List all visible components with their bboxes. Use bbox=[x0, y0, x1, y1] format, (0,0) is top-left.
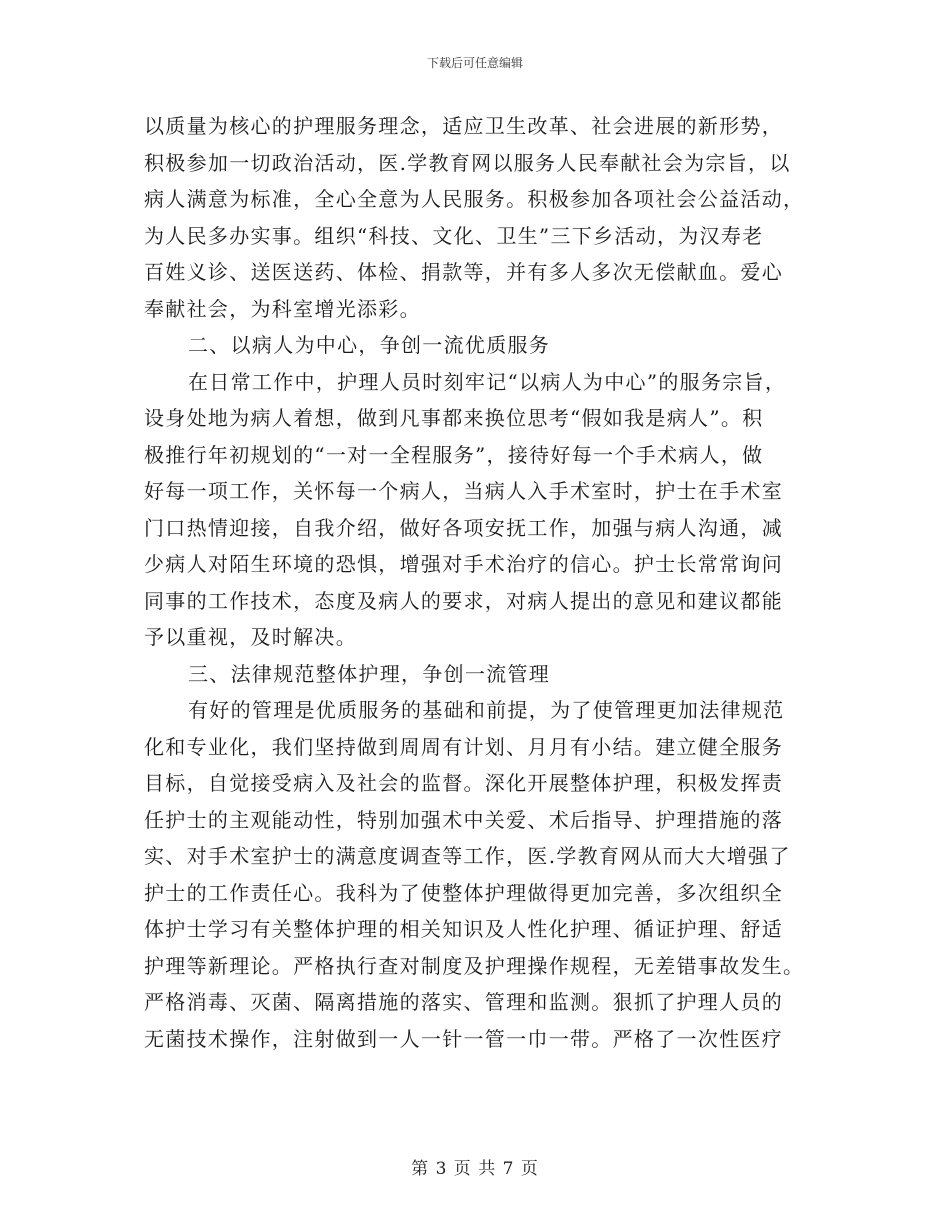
text-line: 三、法律规范整体护理，争创一流管理 bbox=[188, 661, 551, 686]
text-line: 任护士的主观能动性，特别加强术中关爱、术后指导、护理措施的落 bbox=[144, 807, 783, 832]
text-line: 奉献社会，为科室增光添彩。 bbox=[144, 296, 421, 321]
text-line: 病人满意为标准，全心全意为人民服务。积极参加各项社会公益活动， bbox=[144, 187, 805, 211]
text-line: 好每一项工作，关怀每一个病人，当病人入手术室时，护士在手术室 bbox=[144, 479, 783, 503]
text-line: 化和专业化，我们坚持做到周周有计划、月月有小结。建立健全服务 bbox=[144, 734, 783, 759]
text-line: 予以重视，及时解决。 bbox=[144, 625, 357, 649]
page-header-note: 下载后可任意编辑 bbox=[426, 56, 523, 70]
document-body bbox=[144, 108, 804, 1057]
text-line: 在日常工作中，护理人员时刻牢记“以病人为中心”的服务宗旨， bbox=[188, 369, 787, 394]
text-line: 严格消毒、灭菌、隔离措施的落实、管理和监测。狠抓了护理人员的 bbox=[144, 990, 783, 1014]
text-line: 百姓义诊、送医送药、体检、捐款等，并有多人多次无偿献血。爱心 bbox=[144, 260, 783, 284]
text-line: 同事的工作技术，态度及病人的要求，对病人提出的意见和建议都能 bbox=[144, 588, 783, 613]
text-line: 护理等新理论。严格执行查对制度及护理操作规程，无差错事故发生。 bbox=[144, 953, 805, 978]
text-line: 极推行年初规划的“一对一全程服务”，接待好每一个手术病人，做 bbox=[144, 442, 764, 467]
text-line: 积极参加一切政治活动，医.学教育网以服务人民奉献社会为宗旨，以 bbox=[144, 150, 791, 175]
text-line: 设身处地为病人着想，做到凡事都来换位思考“假如我是病人”。积 bbox=[144, 406, 764, 430]
text-line: 二、以病人为中心，争创一流优质服务 bbox=[188, 333, 551, 357]
text-line: 无菌技术操作，注射做到一人一针一管一巾一带。严格了一次性医疗 bbox=[144, 1026, 783, 1051]
page-number: 第 3 页 共 7 页 bbox=[411, 1159, 539, 1179]
text-line: 体护士学习有关整体护理的相关知识及人性化护理、循证护理、舒适 bbox=[144, 917, 783, 941]
text-line: 有好的管理是优质服务的基础和前提，为了使管理更加法律规范 bbox=[188, 698, 785, 722]
text-line: 护士的工作责任心。我科为了使整体护理做得更加完善，多次组织全 bbox=[144, 880, 783, 905]
text-line: 为人民多办实事。组织“科技、文化、卫生”三下乡活动，为汉寿老 bbox=[144, 223, 764, 248]
text-line: 以质量为核心的护理服务理念，适应卫生改革、社会进展的新形势， bbox=[144, 114, 783, 138]
text-line: 实、对手术室护士的满意度调查等工作，医.学教育网从而大大增强了 bbox=[144, 844, 791, 868]
text-line: 目标，自觉接受病入及社会的监督。深化开展整体护理，积极发挥责 bbox=[144, 771, 783, 795]
text-line: 门口热情迎接，自我介绍，做好各项安抚工作，加强与病人沟通，减 bbox=[144, 515, 783, 540]
text-line: 少病人对陌生环境的恐惧，增强对手术治疗的信心。护士长常常询问 bbox=[144, 552, 783, 576]
